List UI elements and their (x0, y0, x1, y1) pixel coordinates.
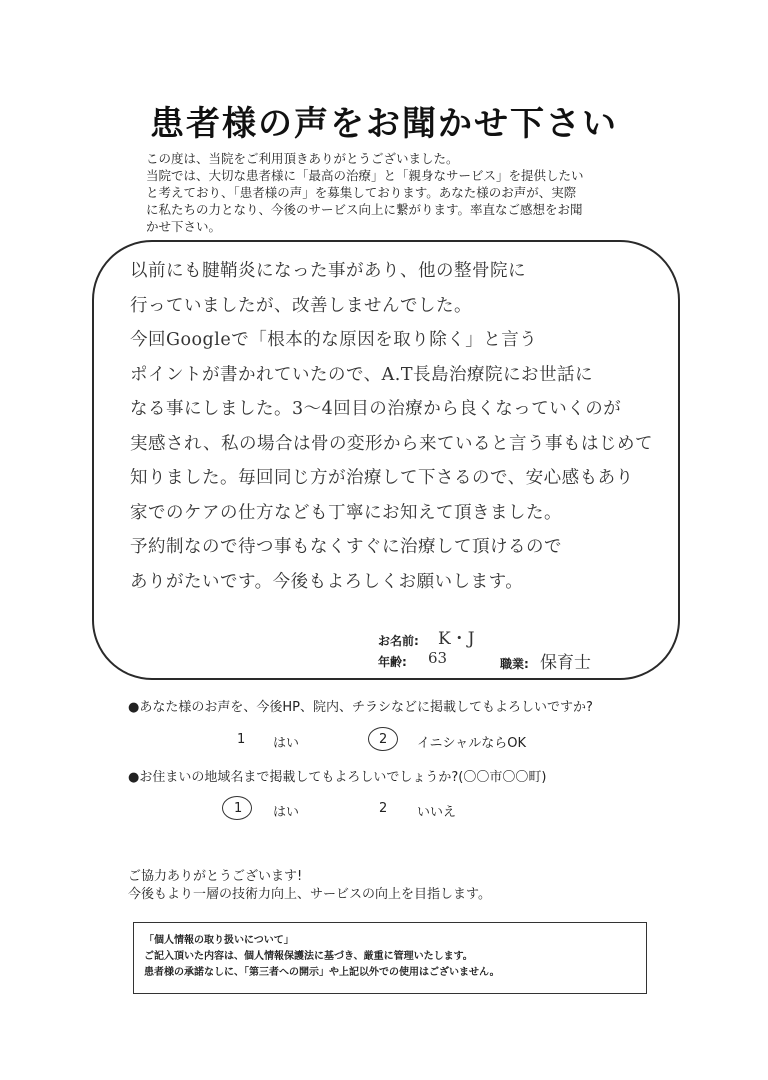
q1-option-1-number[interactable]: 1 (237, 732, 246, 747)
question-2: ●お住まいの地域名まで掲載してもよろしいでしょうか?(〇〇市〇〇町) (128, 770, 547, 785)
testimonial-line: 実感され、私の場合は骨の変形から来ていると言う事もはじめて (130, 433, 654, 454)
name-value: K・J (438, 629, 475, 649)
intro-line: に私たちの力となり、今後のサービス向上に繋がります。率直なご感想をお聞 (146, 202, 583, 217)
privacy-notice (133, 922, 647, 994)
testimonial-line: 行っていましたが、改善しませんでした。 (130, 295, 472, 316)
intro-text (146, 150, 666, 235)
testimonial-line: 予約制なので待つ事もなくすぐに治療して頂けるので (130, 537, 562, 557)
testimonial-line: ありがたいです。今後もよろしくお願いします。 (130, 571, 524, 592)
name-label: お名前: (378, 634, 419, 648)
q1-option-2-label: イニシャルならOK (417, 736, 526, 751)
age-value: 63 (428, 649, 448, 667)
page-title: 患者様の声をお聞かせ下さい (150, 104, 618, 144)
testimonial-line: 家でのケアの仕方なども丁寧にお知えて頂きました。 (130, 502, 562, 523)
intro-line: この度は、当院をご利用頂きありがとうございました。 (146, 151, 459, 166)
age-label: 年齢: (378, 655, 407, 669)
thanks-message (128, 868, 491, 904)
intro-line: と考えており、「患者様の声」を募集しております。あなた様のお声が、実際 (146, 185, 577, 200)
privacy-line: ご記入頂いた内容は、個人情報保護法に基づき、厳重に管理いたします。 (144, 951, 473, 962)
q1-option-1-label: はい (273, 736, 300, 751)
q2-option-2-number[interactable]: 2 (379, 801, 388, 816)
q2-option-1-number[interactable]: 1 (234, 801, 243, 816)
thanks-line: 今後もより一層の技術力向上、サービスの向上を目指します。 (128, 887, 491, 902)
question-1: ●あなた様のお声を、今後HP、院内、チラシなどに掲載してもよろしいですか? (128, 700, 593, 715)
job-value: 保育士 (540, 653, 591, 673)
testimonial-line: 今回Googleで「根本的な原因を取り除く」と言う (130, 330, 538, 350)
q2-option-1-label: はい (273, 805, 300, 820)
testimonial-text (130, 254, 690, 599)
job-label: 職業: (500, 657, 529, 671)
intro-line: かせ下さい。 (146, 219, 222, 234)
privacy-line: 「個人情報の取り扱いについて」 (144, 935, 294, 946)
testimonial-line: 知りました。毎回同じ方が治療して下さるので、安心感もあり (130, 468, 634, 488)
testimonial-line: なる事にしました。3〜4回目の治療から良くなっていくのが (130, 399, 622, 419)
q1-option-2-number[interactable]: 2 (379, 732, 388, 747)
q2-option-2-label: いいえ (417, 805, 457, 820)
intro-line: 当院では、大切な患者様に「最高の治療」と「親身なサービス」を提供したい (146, 168, 584, 183)
testimonial-line: 以前にも腱鞘炎になった事があり、他の整骨院に (130, 261, 526, 281)
testimonial-line: ポイントが書かれていたので、A.T長島治療院にお世話に (130, 364, 594, 385)
thanks-line: ご協力ありがとうございます! (128, 869, 303, 884)
privacy-line: 患者様の承諾なしに、「第三者への開示」や上記以外での使用はございません。 (144, 967, 500, 978)
